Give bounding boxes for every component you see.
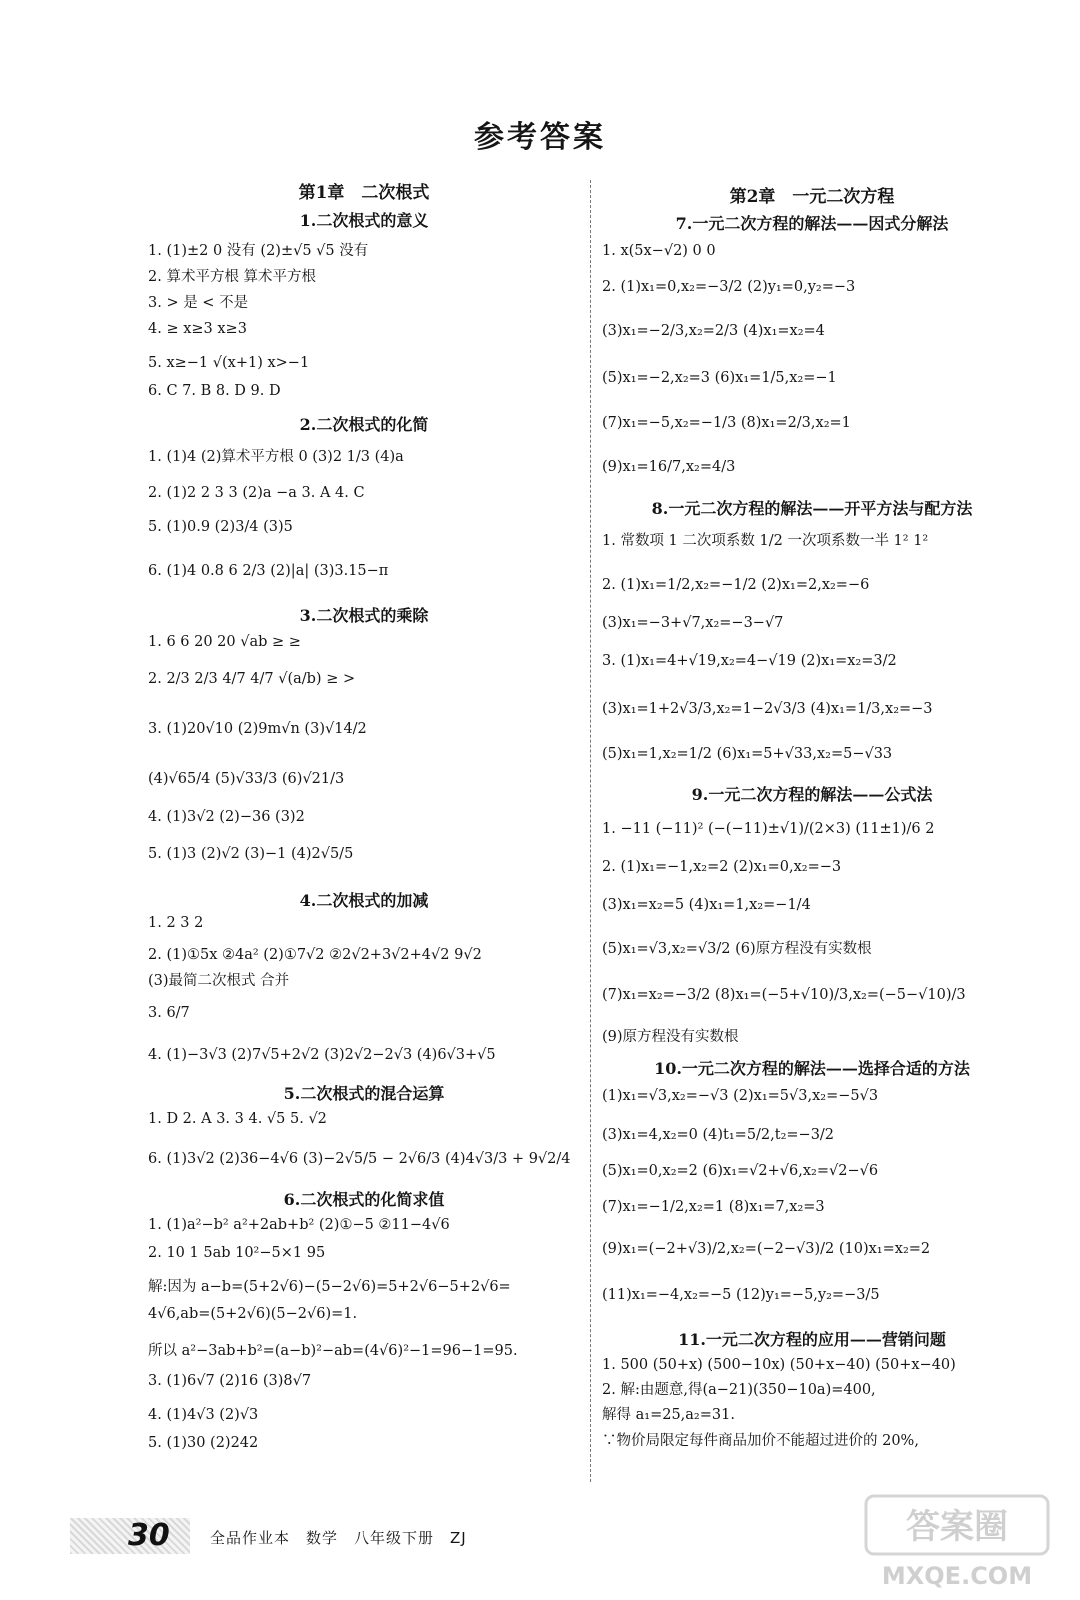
- watermark-logo: [862, 1492, 1052, 1592]
- section-heading: 7.一元二次方程的解法——因式分解法: [675, 214, 949, 233]
- section-heading: 8.一元二次方程的解法——开平方法与配方法: [651, 499, 973, 518]
- answer-line: 2. (1)x₁=0,x₂=−3/2 (2)y₁=0,y₂=−3: [602, 279, 856, 295]
- answer-line: (11)x₁=−4,x₂=−5 (12)y₁=−5,y₂=−3/5: [602, 1287, 880, 1303]
- answer-line: (3)x₁=x₂=5 (4)x₁=1,x₂=−1/4: [602, 897, 811, 913]
- answer-line: 3. (1)6√7 (2)16 (3)8√7: [148, 1373, 312, 1389]
- chapter-heading: 第2章 一元二次方程: [729, 187, 895, 207]
- answer-line: 6. (1)3√2 (2)36−4√6 (3)−2√5/5 − 2√6/3 (4)4√3/3 + 9√2/4: [148, 1151, 571, 1167]
- answer-line: (7)x₁=−5,x₂=−1/3 (8)x₁=2/3,x₂=1: [602, 415, 851, 431]
- book-title: 全品作业本 数学 八年级下册 ZJ: [210, 1529, 467, 1547]
- answer-line: 4. (1)−3√3 (2)7√5+2√2 (3)2√2−2√3 (4)6√3+√5: [148, 1047, 496, 1063]
- answer-line: (5)x₁=1,x₂=1/2 (6)x₁=5+√33,x₂=5−√33: [602, 746, 893, 762]
- answer-line: 3. (1)x₁=4+√19,x₂=4−√19 (2)x₁=x₂=3/2: [602, 653, 897, 669]
- section-heading: 6.二次根式的化简求值: [283, 1190, 445, 1209]
- answer-line: 2. 2/3 2/3 4/7 4/7 √(a/b) ≥ >: [148, 671, 356, 687]
- answer-line: 4√6,ab=(5+2√6)(5−2√6)=1.: [148, 1306, 358, 1322]
- page-footer: [70, 1518, 590, 1558]
- answer-line: 6. C 7. B 8. D 9. D: [148, 383, 281, 399]
- answer-line: (7)x₁=x₂=−3/2 (8)x₁=(−5+√10)/3,x₂=(−5−√10)/3: [602, 987, 966, 1003]
- answer-line: (3)x₁=−2/3,x₂=2/3 (4)x₁=x₂=4: [602, 323, 825, 339]
- answer-line: ∵物价局限定每件商品加价不能超过进价的 20%,: [602, 1433, 919, 1449]
- answer-line: 1. 6 6 20 20 √ab ≥ ≥: [148, 634, 301, 650]
- answer-line: (4)√65/4 (5)√33/3 (6)√21/3: [148, 771, 345, 787]
- answer-line: 1. 2 3 2: [148, 915, 204, 931]
- answer-line: 2. (1)①5x ②4a² (2)①7√2 ②2√2+3√2+4√2 9√2: [148, 947, 482, 963]
- section-heading: 9.一元二次方程的解法——公式法: [691, 785, 933, 804]
- page-title: 参考答案: [474, 120, 606, 155]
- answer-line: 4. ≥ x≥3 x≥3: [148, 321, 247, 337]
- answer-line: (3)最简二次根式 合并: [148, 973, 290, 989]
- answer-line: (9)x₁=16/7,x₂=4/3: [602, 459, 736, 475]
- section-heading: 3.二次根式的乘除: [299, 606, 429, 625]
- answer-line: (9)x₁=(−2+√3)/2,x₂=(−2−√3)/2 (10)x₁=x₂=2: [602, 1241, 931, 1257]
- section-heading: 4.二次根式的加减: [299, 891, 429, 910]
- answer-line: 5. (1)0.9 (2)3/4 (3)5: [148, 519, 293, 535]
- answer-line: 1. (1)4 (2)算术平方根 0 (3)2 1/3 (4)a: [148, 449, 404, 465]
- answer-line: (5)x₁=√3,x₂=√3/2 (6)原方程没有实数根: [602, 941, 872, 957]
- answer-line: 3. > 是 < 不是: [148, 295, 249, 311]
- answer-line: (1)x₁=√3,x₂=−√3 (2)x₁=5√3,x₂=−5√3: [602, 1088, 879, 1104]
- answer-line: 5. (1)3 (2)√2 (3)−1 (4)2√5/5: [148, 846, 354, 862]
- answer-line: (3)x₁=−3+√7,x₂=−3−√7: [602, 615, 784, 631]
- chapter-heading: 第1章 二次根式: [298, 183, 430, 203]
- answer-line: (3)x₁=4,x₂=0 (4)t₁=5/2,t₂=−3/2: [602, 1127, 835, 1143]
- section-heading: 11.一元二次方程的应用——营销问题: [678, 1330, 946, 1349]
- answer-line: 所以 a²−3ab+b²=(a−b)²−ab=(4√6)²−1=96−1=95.: [148, 1343, 518, 1359]
- answer-line: 解:因为 a−b=(5+2√6)−(5−2√6)=5+2√6−5+2√6=: [148, 1279, 511, 1295]
- answer-line: 2. 10 1 5ab 10²−5×1 95: [148, 1245, 326, 1261]
- answer-line: 1. 500 (50+x) (500−10x) (50+x−40) (50+x−40): [602, 1357, 956, 1373]
- answer-line: 2. 解:由题意,得(a−21)(350−10a)=400,: [602, 1382, 876, 1398]
- answer-line: 2. (1)2 2 3 3 (2)a −a 3. A 4. C: [148, 485, 365, 501]
- answer-line: 1. −11 (−11)² (−(−11)±√1)/(2×3) (11±1)/6 2: [602, 821, 935, 837]
- answer-line: 2. 算术平方根 算术平方根: [148, 269, 317, 285]
- section-heading: 10.一元二次方程的解法——选择合适的方法: [654, 1059, 970, 1078]
- answer-line: 4. (1)3√2 (2)−36 (3)2: [148, 809, 305, 825]
- answer-line: (7)x₁=−1/2,x₂=1 (8)x₁=7,x₂=3: [602, 1199, 825, 1215]
- answer-line: (5)x₁=−2,x₂=3 (6)x₁=1/5,x₂=−1: [602, 370, 837, 386]
- answer-line: (9)原方程没有实数根: [602, 1029, 739, 1045]
- answer-line: 2. (1)x₁=1/2,x₂=−1/2 (2)x₁=2,x₂=−6: [602, 577, 870, 593]
- answer-line: 1. (1)a²−b² a²+2ab+b² (2)①−5 ②11−4√6: [148, 1217, 450, 1233]
- answer-line: 1. (1)±2 0 没有 (2)±√5 √5 没有: [148, 243, 369, 259]
- answer-line: 5. x≥−1 √(x+1) x>−1: [148, 355, 310, 371]
- column-divider: [590, 180, 591, 1482]
- section-heading: 2.二次根式的化简: [299, 415, 429, 434]
- watermark-text: 答案圈: [906, 1507, 1008, 1547]
- answer-line: 5. (1)30 (2)242: [148, 1435, 259, 1451]
- answer-line: 2. (1)x₁=−1,x₂=2 (2)x₁=0,x₂=−3: [602, 859, 842, 875]
- section-heading: 1.二次根式的意义: [299, 211, 429, 230]
- answer-line: 6. (1)4 0.8 6 2/3 (2)|a| (3)3.15−π: [148, 563, 389, 579]
- answer-line: (3)x₁=1+2√3/3,x₂=1−2√3/3 (4)x₁=1/3,x₂=−3: [602, 701, 933, 717]
- answer-line: 1. D 2. A 3. 3 4. √5 5. √2: [148, 1111, 327, 1127]
- answer-line: 3. (1)20√10 (2)9m√n (3)√14/2: [148, 721, 367, 737]
- answer-line: 1. x(5x−√2) 0 0: [602, 243, 716, 259]
- section-heading: 5.二次根式的混合运算: [283, 1084, 445, 1103]
- watermark-site: MXQE.COM: [881, 1562, 1033, 1590]
- answer-line: 4. (1)4√3 (2)√3: [148, 1407, 259, 1423]
- answer-line: 1. 常数项 1 二次项系数 1/2 一次项系数一半 1² 1²: [602, 533, 929, 549]
- page-number: 30: [128, 1518, 170, 1553]
- answer-line: 解得 a₁=25,a₂=31.: [602, 1407, 735, 1423]
- answer-line: 3. 6/7: [148, 1005, 190, 1021]
- answer-line: (5)x₁=0,x₂=2 (6)x₁=√2+√6,x₂=√2−√6: [602, 1163, 879, 1179]
